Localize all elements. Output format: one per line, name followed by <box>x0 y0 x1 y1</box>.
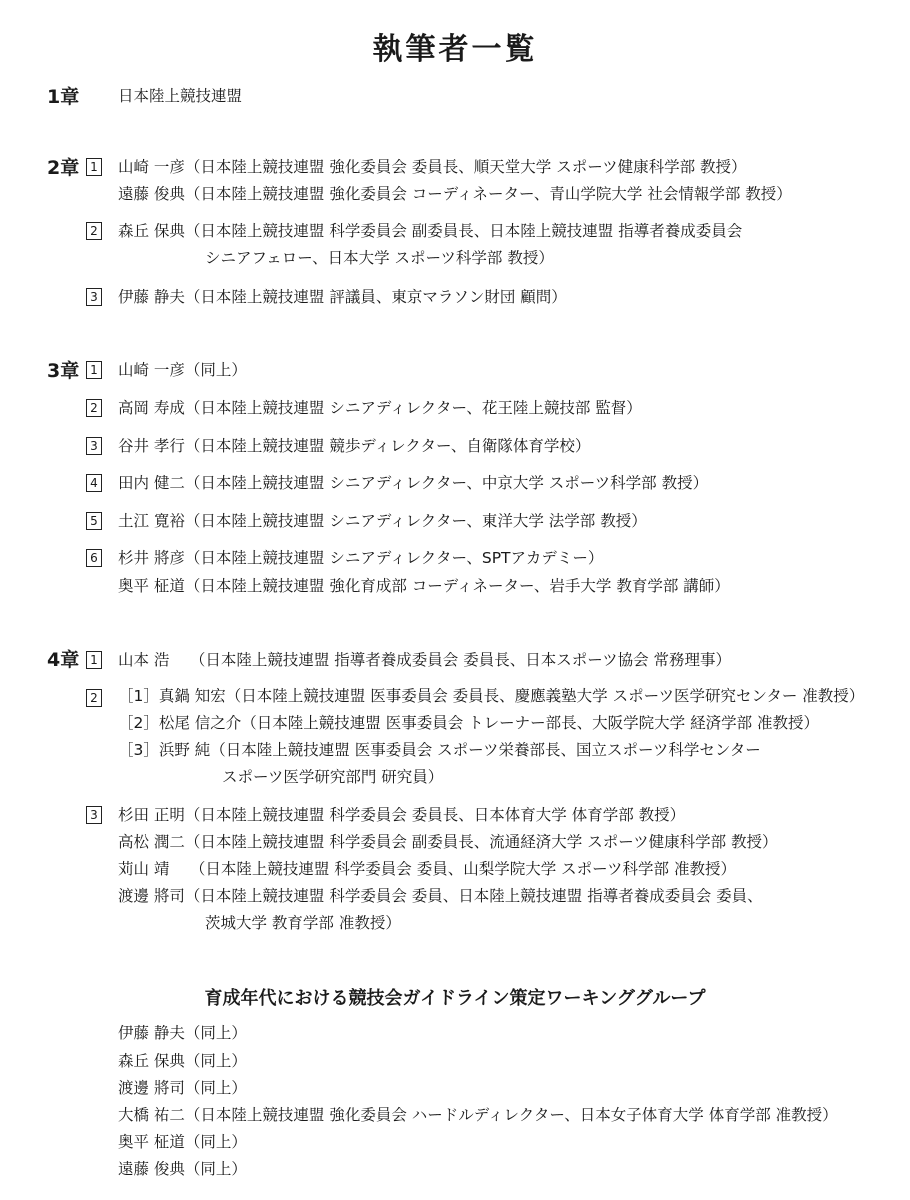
working-group-member: 大橋 祐二（日本陸上競技連盟 強化委員会 ハードルディレクター、日本女子体育大学 体育学部 准教授） <box>118 1106 838 1124</box>
section-number-box: 2 <box>86 222 102 240</box>
section-number-box: 2 <box>86 689 102 707</box>
author-line: 渡邊 將司（日本陸上競技連盟 科学委員会 委員、日本陸上競技連盟 指導者養成委員会 委員、 <box>118 887 763 905</box>
author-line: 谷井 孝行（日本陸上競技連盟 競歩ディレクター、自衛隊体育学校） <box>118 437 591 455</box>
author-line: 高松 潤二（日本陸上競技連盟 科学委員会 副委員長、流通経済大学 スポーツ健康科学部 教授） <box>118 833 778 851</box>
author-line: ［1］真鍋 知宏（日本陸上競技連盟 医事委員会 委員長、慶應義塾大学 スポーツ医学研究センター 准教授） <box>118 687 865 705</box>
author-line: ［2］松尾 信之介（日本陸上競技連盟 医事委員会 トレーナー部長、大阪学院大学 経済学部 准教授） <box>118 714 819 732</box>
author-line: 土江 寛裕（日本陸上競技連盟 シニアディレクター、東洋大学 法学部 教授） <box>118 512 647 530</box>
author-line-continuation: 茨城大学 教育学部 准教授） <box>205 914 401 932</box>
author-line-continuation: スポーツ医学研究部門 研究員） <box>222 768 444 786</box>
chapter-1-label: 1章 <box>47 86 80 108</box>
author-line: 杉井 將彦（日本陸上競技連盟 シニアディレクター、SPTアカデミー） <box>118 549 604 567</box>
chapter-4-label: 4章 <box>47 649 80 671</box>
section-number-box: 1 <box>86 651 102 669</box>
author-line: 遠藤 俊典（日本陸上競技連盟 強化委員会 コーディネーター、青山学院大学 社会情報学部 教授） <box>118 185 792 203</box>
section-number-box: 2 <box>86 399 102 417</box>
section-number-box: 3 <box>86 437 102 455</box>
section-number-box: 3 <box>86 806 102 824</box>
working-group-title: 育成年代における競技会ガイドライン策定ワーキンググループ <box>204 988 706 1009</box>
working-group-member: 奥平 柾道（同上） <box>118 1133 247 1151</box>
section-number-box: 1 <box>86 361 102 379</box>
section-number-box: 6 <box>86 549 102 567</box>
author-line: 杉田 正明（日本陸上競技連盟 科学委員会 委員長、日本体育大学 体育学部 教授） <box>118 806 686 824</box>
section-number-box: 3 <box>86 288 102 306</box>
chapter-2-label: 2章 <box>47 157 80 179</box>
author-line: 山本 浩 （日本陸上競技連盟 指導者養成委員会 委員長、日本スポーツ協会 常務理事） <box>118 651 732 669</box>
working-group-member: 遠藤 俊典（同上） <box>118 1160 247 1178</box>
chapter-3-label: 3章 <box>47 360 80 382</box>
section-number-box: 1 <box>86 158 102 176</box>
author-line: 伊藤 静夫（日本陸上競技連盟 評議員、東京マラソン財団 顧問） <box>118 288 567 306</box>
section-number-box: 5 <box>86 512 102 530</box>
section-number-box: 4 <box>86 474 102 492</box>
author-line-continuation: シニアフェロー、日本大学 スポーツ科学部 教授） <box>205 249 554 267</box>
author-line: 田内 健二（日本陸上競技連盟 シニアディレクター、中京大学 スポーツ科学部 教授） <box>118 474 709 492</box>
author-line: 苅山 靖 （日本陸上競技連盟 科学委員会 委員、山梨学院大学 スポーツ科学部 准教授） <box>118 860 736 878</box>
author-line: 奥平 柾道（日本陸上競技連盟 強化育成部 コーディネーター、岩手大学 教育学部 講師） <box>118 577 730 595</box>
page-title: 執筆者一覧 <box>372 32 538 67</box>
working-group-member: 渡邊 將司（同上） <box>118 1079 247 1097</box>
author-line: 山崎 一彦（同上） <box>118 361 247 379</box>
author-line: 高岡 寿成（日本陸上競技連盟 シニアディレクター、花王陸上競技部 監督） <box>118 399 642 417</box>
working-group-member: 伊藤 静夫（同上） <box>118 1024 247 1042</box>
author-line: 森丘 保典（日本陸上競技連盟 科学委員会 副委員長、日本陸上競技連盟 指導者養成委員会 <box>118 222 743 240</box>
author-line: ［3］浜野 純（日本陸上競技連盟 医事委員会 スポーツ栄養部長、国立スポーツ科学センター <box>118 741 761 759</box>
chapter-1-author: 日本陸上競技連盟 <box>118 87 243 105</box>
working-group-member: 森丘 保典（同上） <box>118 1052 247 1070</box>
author-line: 山崎 一彦（日本陸上競技連盟 強化委員会 委員長、順天堂大学 スポーツ健康科学部 教授） <box>118 158 747 176</box>
